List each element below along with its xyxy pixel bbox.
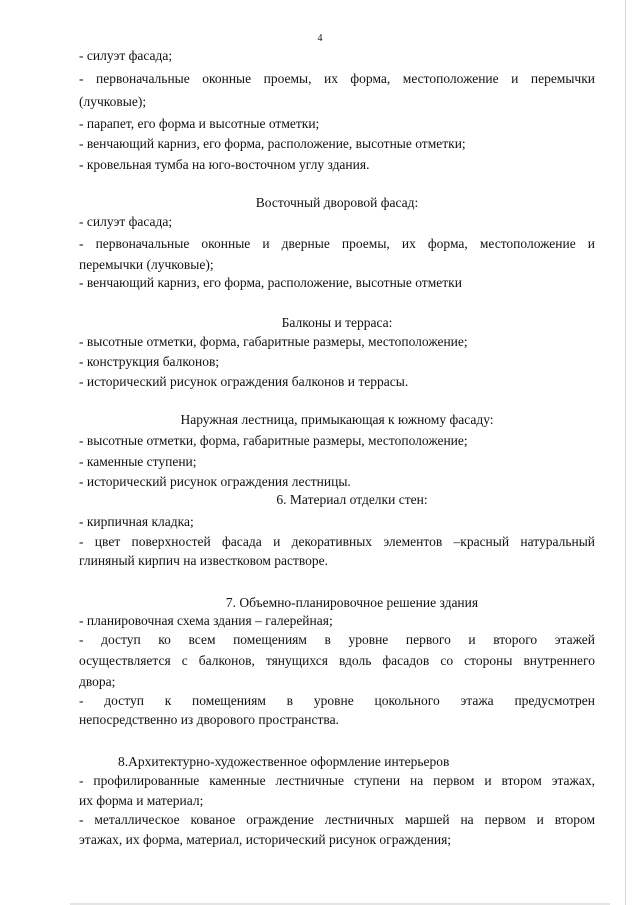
list-item-continuation: (лучковые); [79, 94, 147, 109]
section-heading-east-facade: Восточный дворовой фасад: [255, 195, 419, 210]
list-item: - цвет поверхностей фасада и декоративных элементов –красный натуральный [79, 534, 595, 549]
list-item: - первоначальные оконные и дверные проемы, их форма, местоположение и [79, 236, 595, 251]
list-item-continuation: этажах, их форма, материал, исторический рисунок ограждения; [79, 832, 452, 847]
section-heading-wall-finish: 6. Материал отделки стен: [276, 492, 428, 507]
scan-edge-right [625, 0, 626, 905]
list-item: - парапет, его форма и высотные отметки; [79, 116, 320, 131]
list-item: - силуэт фасада; [79, 214, 173, 229]
list-item: - кровельная тумба на юго-восточном углу здания. [79, 157, 370, 172]
list-item: - исторический рисунок ограждения лестницы. [79, 474, 351, 489]
list-item-continuation: осуществляется с балконов, тянущихся вдоль фасадов со стороны внутреннего [79, 653, 595, 668]
list-item-continuation: глиняный кирпич на известковом растворе. [79, 553, 329, 568]
list-item: - металлическое кованое ограждение лестничных маршей на первом и втором [79, 812, 595, 827]
list-item: - доступ ко всем помещениям в уровне первого и второго этажей [79, 632, 595, 647]
section-heading-layout: 7. Объемно-планировочное решение здания [225, 595, 479, 610]
page-number: 4 [317, 33, 323, 44]
list-item: - высотные отметки, форма, габаритные размеры, местоположение; [79, 433, 468, 448]
list-item: - силуэт фасада; [79, 48, 173, 63]
list-item-continuation: непосредственно из дворового пространства. [79, 712, 339, 727]
list-item: - венчающий карниз, его форма, расположение, высотные отметки; [79, 136, 466, 151]
list-item-continuation: перемычки (лучковые); [79, 257, 214, 272]
list-item: - кирпичная кладка; [79, 514, 194, 529]
list-item: - исторический рисунок ограждения балконов и террасы. [79, 374, 409, 389]
list-item: - каменные ступени; [79, 454, 197, 469]
list-item: - первоначальные оконные проемы, их форма, местоположение и перемычки [79, 71, 595, 86]
list-item: - доступ к помещениям в уровне цокольного этажа предусмотрен [79, 693, 595, 708]
list-item: - профилированные каменные лестничные ступени на первом и втором этажах, [79, 773, 595, 788]
section-heading-balconies: Балконы и терраса: [281, 315, 393, 330]
list-item: - планировочная схема здания – галерейная; [79, 613, 333, 628]
list-item: - венчающий карниз, его форма, расположение, высотные отметки [79, 275, 462, 290]
list-item-continuation: их форма и материал; [79, 793, 204, 808]
list-item-continuation: двора; [79, 674, 116, 689]
list-item: - высотные отметки, форма, габаритные размеры, местоположение; [79, 334, 468, 349]
section-heading-interiors: 8.Архитектурно-художественное оформление интерьеров [118, 754, 450, 769]
list-item: - конструкция балконов; [79, 354, 220, 369]
section-heading-stairs: Наружная лестница, примыкающая к южному фасаду: [180, 412, 494, 427]
